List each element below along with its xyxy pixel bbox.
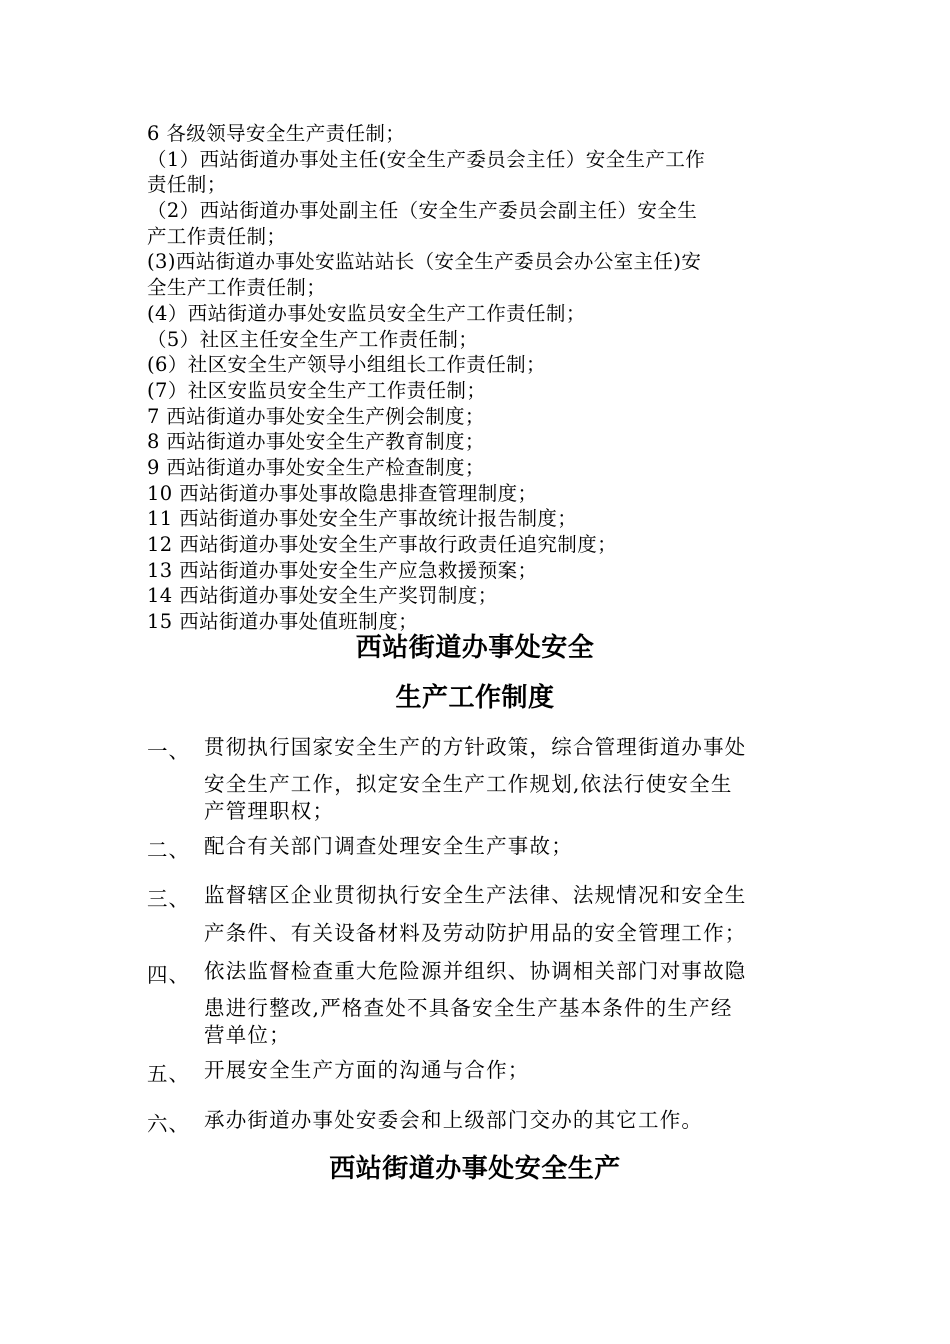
list-item: 全生产工作责任制； bbox=[147, 276, 327, 300]
rule-line: 贯彻执行国家安全生产的方针政策，综合管理街道办事处 bbox=[204, 735, 747, 759]
rule-line: 配合有关部门调查处理安全生产事故； bbox=[204, 834, 573, 858]
rule-number: 三、 bbox=[147, 887, 190, 911]
list-item: 9 西站街道办事处安全生产检查制度； bbox=[147, 455, 485, 479]
list-item: (6）社区安全生产领导小组组长工作责任制； bbox=[147, 353, 546, 377]
list-item: 11 西站街道办事处安全生产事故统计报告制度； bbox=[147, 507, 578, 531]
list-item: 14 西站街道办事处安全生产奖罚制度； bbox=[147, 584, 498, 608]
list-item: (3)西站街道办事处安监站站长（安全生产委员会办公室主任)安 bbox=[147, 250, 702, 274]
responsibility-list bbox=[147, 121, 827, 635]
rule-number: 四、 bbox=[147, 963, 190, 987]
rule-number: 二、 bbox=[147, 838, 190, 862]
list-item: 8 西站街道办事处安全生产教育制度； bbox=[147, 430, 485, 454]
rule-text bbox=[204, 833, 829, 860]
list-item: （1）西站街道办事处主任(安全生产委员会主任）安全生产工作 bbox=[147, 147, 706, 171]
rule-line: 承办街道办事处安委会和上级部门交办的其它工作。 bbox=[204, 1108, 704, 1132]
rule-text bbox=[204, 734, 829, 825]
list-item: 13 西站街道办事处安全生产应急救援预案； bbox=[147, 558, 538, 582]
rule-line: 开展安全生产方面的沟通与合作； bbox=[204, 1058, 530, 1082]
list-item: （2）西站街道办事处副主任（安全生产委员会副主任）安全生 bbox=[147, 199, 698, 223]
list-item: 产工作责任制； bbox=[147, 224, 287, 248]
rule-text bbox=[204, 1107, 829, 1134]
rule-line: 患进行整改,严格查处不具备安全生产基本条件的生产经 bbox=[204, 996, 733, 1020]
rule-line: 营单位； bbox=[204, 1023, 291, 1047]
section-title: 生产工作制度 bbox=[395, 683, 555, 713]
rule-line: 安全生产工作，拟定安全生产工作规划,依法行使安全生 bbox=[204, 772, 733, 796]
rule-number: 六、 bbox=[147, 1112, 190, 1136]
section-title: 西站街道办事处安全 bbox=[355, 633, 595, 663]
rule-line: 依法监督检查重大危险源并组织、协调相关部门对事故隐 bbox=[204, 959, 747, 983]
section-title: 西站街道办事处安全生产 bbox=[329, 1154, 621, 1184]
rule-text bbox=[204, 958, 829, 1049]
list-item: （5）社区主任安全生产工作责任制； bbox=[147, 327, 479, 351]
rule-number: 五、 bbox=[147, 1062, 190, 1086]
list-item: (7）社区安监员安全生产工作责任制； bbox=[147, 378, 487, 402]
rule-line: 产条件、有关设备材料及劳动防护用品的安全管理工作； bbox=[204, 921, 747, 945]
rule-line: 产管理职权； bbox=[204, 799, 335, 823]
list-item: 10 西站街道办事处事故隐患排查管理制度； bbox=[147, 481, 538, 505]
list-item: 7 西站街道办事处安全生产例会制度； bbox=[147, 404, 485, 428]
rule-line: 监督辖区企业贯彻执行安全生产法律、法规情况和安全生 bbox=[204, 883, 747, 907]
list-item: 6 各级领导安全生产责任制； bbox=[147, 122, 406, 145]
list-item: (4）西站街道办事处安监员安全生产工作责任制； bbox=[147, 301, 586, 325]
rule-text bbox=[204, 1057, 829, 1084]
list-item: 15 西站街道办事处值班制度； bbox=[147, 610, 419, 634]
rule-number: 一、 bbox=[147, 739, 190, 763]
rule-text bbox=[204, 882, 829, 947]
list-item: 12 西站街道办事处安全生产事故行政责任追究制度； bbox=[147, 533, 618, 556]
list-item: 责任制； bbox=[147, 173, 227, 197]
